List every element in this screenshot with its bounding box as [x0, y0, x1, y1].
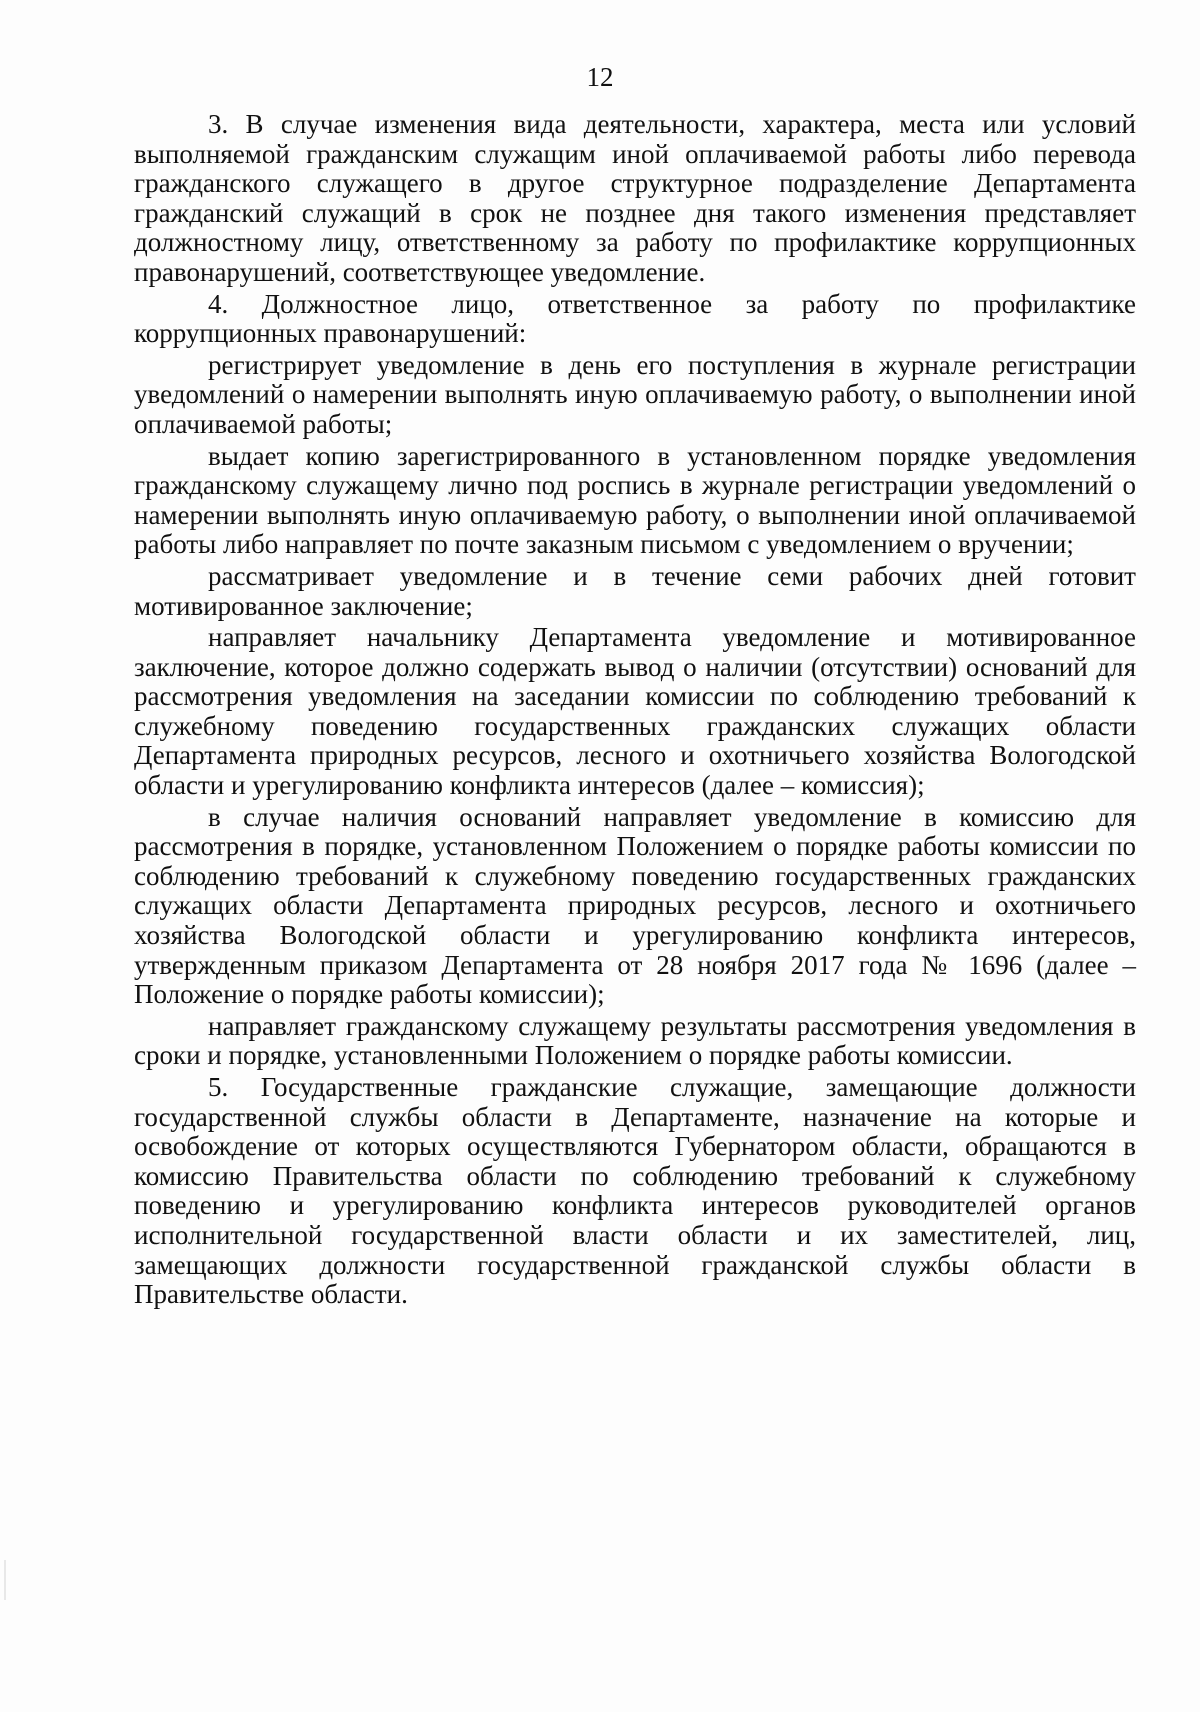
paragraph-send-to-head: направляет начальнику Департамента уведомление и мотивированное заключение, которое должно содержать вывод о наличии (отсутствии) оснований для рассмотрения уведомления на заседании комиссии по соблюдению требований к служебному поведению государственных гражданских служащих области Департамента природных ресурсов, лесного и охотничьего хозяйства Вологодской области и урегулированию конфликта интересов (далее – комиссия); — [134, 622, 1136, 801]
paragraph-send-to-commission: в случае наличия оснований направляет уведомление в комиссию для рассмотрения в порядке, установленном Положением о порядке работы комиссии по соблюдению требований к служебному поведению государственных гражданских служащих области Департамента природных ресурсов, лесного и охотничьего хозяйства Вологодской области и урегулированию конфликта интересов, утвержденным приказом Департамента от 28 ноября 2017 года № 1696 (далее – Положение о порядке работы комиссии); — [134, 801, 1136, 1010]
scan-edge-artifact — [4, 1560, 6, 1600]
paragraph-item-4-intro: 4. Должностное лицо, ответственное за работу по профилактике коррупционных правонарушений: — [134, 288, 1136, 349]
page-number: 12 — [586, 62, 614, 92]
paragraph-send-results: направляет гражданскому служащему результаты рассмотрения уведомления в сроки и порядке, установленными Положением о порядке работы комиссии. — [134, 1010, 1136, 1071]
paragraph-review-notice: рассматривает уведомление и в течение семи рабочих дней готовит мотивированное заключение; — [134, 560, 1136, 621]
paragraph-issue-copy: выдает копию зарегистрированного в установленном порядке уведомления гражданскому служащему лично под роспись в журнале регистрации уведомлений о намерении выполнять иную оплачиваемую работу, о выполнении иной оплачиваемой работы либо направляет по почте заказным письмом с уведомлением о вручении; — [134, 440, 1136, 560]
paragraph-item-5: 5. Государственные гражданские служащие, замещающие должности государственной службы области в Департаменте, назначение на которые и освобождение от которых осуществляются Губернатором области, обращаются в комиссию Правительства области по соблюдению требований к служебному поведению и урегулированию конфликта интересов руководителей органов исполнительной государственной власти области и их заместителей, лиц, замещающих должности государственной гражданской службы области в Правительстве области. — [134, 1072, 1136, 1310]
document-body — [134, 110, 1136, 1310]
paragraph-register-notice: регистрирует уведомление в день его поступления в журнале регистрации уведомлений о намерении выполнять иную оплачиваемую работу, о выполнении иной оплачиваемой работы; — [134, 349, 1136, 439]
paragraph-item-3: 3. В случае изменения вида деятельности, характера, места или условий выполняемой гражданским служащим иной оплачиваемой работы либо перевода гражданского служащего в другое структурное подразделение Департамента гражданский служащий в срок не позднее дня такого изменения представляет должностному лицу, ответственному за работу по профилактике коррупционных правонарушений, соответствующее уведомление. — [134, 109, 1136, 287]
